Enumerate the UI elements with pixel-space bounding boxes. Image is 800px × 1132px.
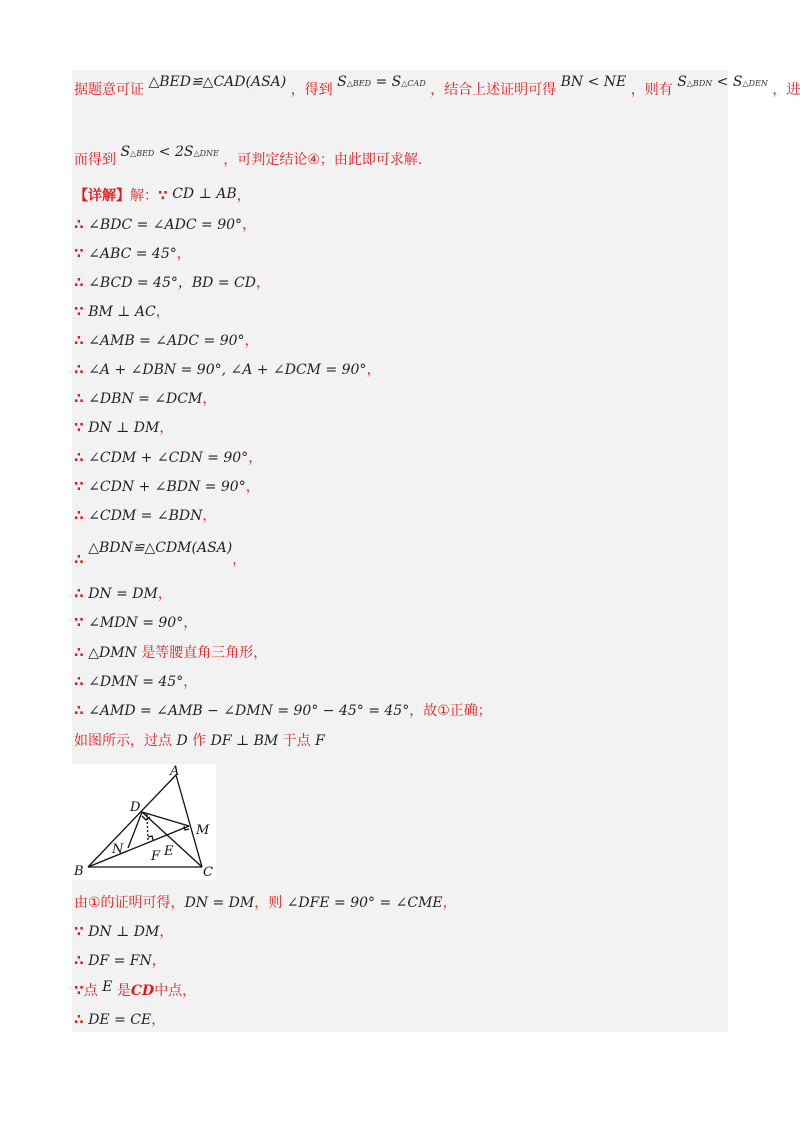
proof-step: ∵ ∠ABC = 45°， <box>74 246 191 262</box>
proof-step: ∵ ∠CDN + ∠BDN = 90°， <box>74 479 260 495</box>
proof-step: ∵点 E 是CD中点， <box>74 979 197 999</box>
analysis-line-1 <box>74 74 800 102</box>
proof-step: 由①的证明可得，DN = DM，则 ∠DFE = 90° = ∠CME， <box>74 895 457 911</box>
proof-step: ∴ ∠DBN = ∠DCM， <box>74 391 217 407</box>
math-expr: CD ⊥ AB <box>172 186 237 202</box>
math-area-expr: S△BDN < S△DEN <box>677 74 768 90</box>
math-area-expr: S△BED < 2S△DNE <box>120 144 219 160</box>
text: ，结合上述证明可得 <box>430 82 557 98</box>
right-angle-F <box>148 836 153 840</box>
analysis-line-2 <box>74 144 423 172</box>
proof-step: ∴ ∠DMN = 45°， <box>74 674 198 690</box>
proof-step: ∴ ∠AMB = ∠ADC = 90°， <box>74 333 259 349</box>
proof-step: ∵ ∠MDN = 90°， <box>74 615 198 631</box>
proof-step: ∴ DN = DM， <box>74 586 172 602</box>
label-A: A <box>170 764 180 779</box>
because-symbol: ∵ <box>158 188 168 204</box>
proof-step: ∴ ∠CDM + ∠CDN = 90°， <box>74 450 263 466</box>
detail-tag: 【详解】 <box>74 188 130 204</box>
label-M: M <box>196 823 210 838</box>
label-N: N <box>112 842 124 857</box>
proof-step: ∴ ∠CDM = ∠BDN， <box>74 508 217 524</box>
proof-step: ∵ DN ⊥ DM， <box>74 420 174 436</box>
label-B: B <box>74 864 84 879</box>
congruence-line: ∴ △BDN≌△CDM(ASA)， <box>74 540 247 568</box>
detail-line <box>74 186 251 206</box>
text: 据题意可证 <box>74 82 144 98</box>
label-E: E <box>164 844 174 859</box>
label-C: C <box>203 865 213 880</box>
proof-step: ∴ ∠BDC = ∠ADC = 90°， <box>74 217 257 233</box>
figure-intro: 如图所示，过点 D 作 DF ⊥ BM 于点 F <box>74 733 325 749</box>
proof-step: ∴ △DMN 是等腰直角三角形， <box>74 645 268 661</box>
proof-step: ∵ DN ⊥ DM， <box>74 924 174 940</box>
text: ，得到 <box>290 82 333 98</box>
math-area-expr: S△BED = S△CAD <box>337 74 426 90</box>
text: ，则有 <box>630 82 673 98</box>
proof-step: ∴ ∠BCD = 45°，BD = CD， <box>74 275 270 291</box>
text: 解： <box>130 188 158 204</box>
segment-AC <box>176 775 202 867</box>
label-D: D <box>130 800 141 815</box>
proof-step: ∴ DF = FN， <box>74 953 166 969</box>
math-expr: BN < NE <box>560 74 627 90</box>
text: ，可判定结论④；由此即可求解. <box>223 152 423 168</box>
geometry-figure <box>72 764 216 880</box>
proof-step: ∴ DE = CE， <box>74 1012 166 1028</box>
triangle-diagram <box>72 764 216 880</box>
proof-step: ∵ BM ⊥ AC， <box>74 304 170 320</box>
text: 而得到 <box>74 152 116 168</box>
proof-step: ∴ ∠A + ∠DBN = 90°, ∠A + ∠DCM = 90°， <box>74 362 381 378</box>
text: ， <box>236 188 251 204</box>
right-angle-D <box>142 816 150 820</box>
segment-BA <box>88 775 176 867</box>
math-expr: △BED≌△CAD(ASA) <box>148 74 287 90</box>
segment-BM <box>88 826 189 867</box>
label-F: F <box>151 849 161 864</box>
text: ，进 <box>772 82 800 98</box>
proof-step: ∴ ∠AMD = ∠AMB − ∠DMN = 90° − 45° = 45°，故①正确； <box>74 703 492 719</box>
